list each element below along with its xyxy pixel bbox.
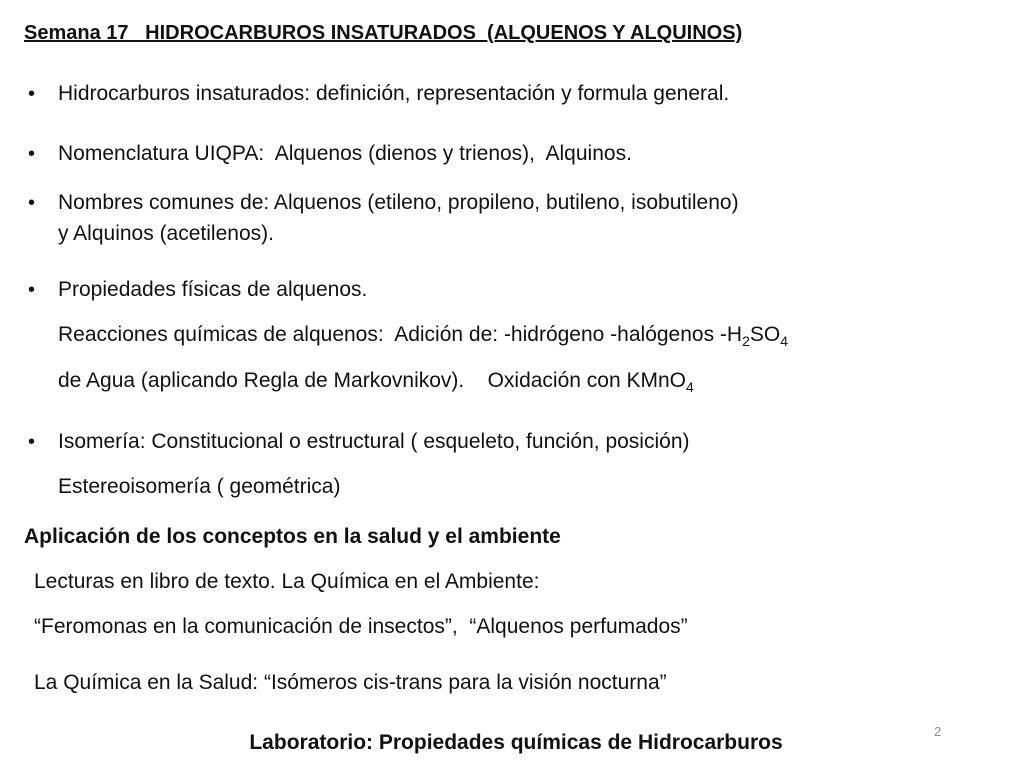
footer-laboratorio: Laboratorio: Propiedades químicas de Hidrocarburos bbox=[249, 731, 783, 754]
readings-intro: Lecturas en libro de texto. La Química en el Ambiente: bbox=[34, 570, 540, 593]
application-heading: Aplicación de los conceptos en la salud y el ambiente bbox=[24, 525, 561, 548]
item-markovnikov: de Agua (aplicando Regla de Markovnikov). Oxidación con KMnO$_4$ bbox=[58, 369, 694, 395]
item-nomenclatura: Nomenclatura UIQPA: Alquenos (dienos y trienos), Alquinos. bbox=[58, 142, 632, 165]
page-number: 2 bbox=[934, 724, 942, 739]
item-nombres-comunes-line2: y Alquinos (acetilenos). bbox=[58, 222, 274, 245]
readings-salud: La Química en la Salud: “Isómeros cis-trans para la visión nocturna” bbox=[34, 671, 667, 694]
item-estereoisomeria: Estereoisomería ( geométrica) bbox=[58, 475, 341, 498]
slide-title: Semana 17 HIDROCARBUROS INSATURADOS (ALQUENOS Y ALQUINOS) bbox=[24, 22, 743, 44]
item-propiedades: Propiedades físicas de alquenos. bbox=[58, 278, 368, 301]
bullet-icon: • bbox=[28, 279, 36, 301]
item-isomeria: Isomería: Constitucional o estructural ( esqueleto, función, posición) bbox=[58, 430, 690, 453]
item-nombres-comunes-line1: Nombres comunes de: Alquenos (etileno, propileno, butileno, isobutileno) bbox=[58, 191, 739, 214]
readings-ambiente: “Feromonas en la comunicación de insectos”, “Alquenos perfumados” bbox=[34, 615, 688, 638]
bullet-icon: • bbox=[28, 83, 36, 105]
item-reacciones: Reacciones químicas de alquenos: Adición de: -hidrógeno -halógenos $-H_2SO_4$ bbox=[58, 323, 789, 349]
bullet-icon: • bbox=[28, 431, 36, 453]
item-definicion: Hidrocarburos insaturados: definición, representación y formula general. bbox=[58, 82, 730, 105]
bullet-icon: • bbox=[28, 143, 36, 165]
bullet-icon: • bbox=[28, 192, 36, 214]
